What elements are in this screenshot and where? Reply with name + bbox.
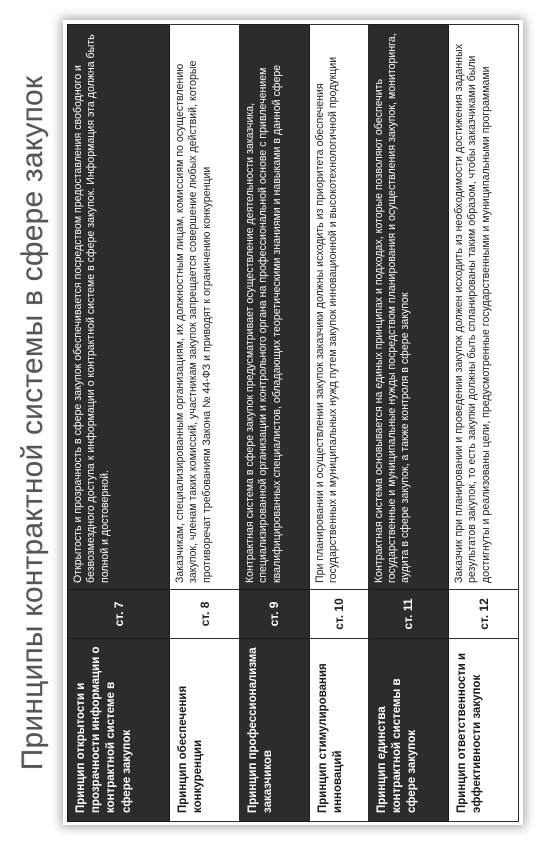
principle-name: Принцип стимулирования инноваций	[309, 639, 368, 822]
principle-description: Заказчикам, специализированным организациям, их должностным лицам, комиссиям по осуществлению закупок, членам таких комиссий, участникам закупок запрещается совершение любых действий, которые противоречат требованиям Закона № 44-ФЗ и приводят к ограничению конкуренции	[170, 25, 240, 590]
article-ref: ст. 8	[170, 590, 240, 639]
article-ref: ст. 12	[449, 590, 519, 639]
principle-name: Принцип единства контрактной системы в сфере закупок	[368, 639, 448, 822]
principle-name: Принцип ответственности и эффективности закупок	[449, 639, 519, 822]
principle-name: Принцип профессионализма заказчиков	[239, 639, 309, 822]
principle-description: Заказчик при планировании и проведении закупок должен исходить из необходимости достижения заданных результатов закупок, то есть закупки должны быть спланированы таким образом, чтобы заказчиками были достигнуты и реализованы цели, предусмотренные государственными и муниципальными программами	[449, 25, 519, 590]
principle-description: Контрактная система основывается на единых принципах и подходах, которые позволяют обеспечить государственные и муниципальные нужды посредством планирования и осуществления закупок, мониторинга, аудита в сфере закупок, а также контроля в сфере закупок	[368, 25, 448, 590]
table-row	[309, 25, 368, 822]
table-row	[239, 25, 309, 822]
principles-table-wrapper	[67, 24, 519, 822]
table-row	[170, 25, 240, 822]
article-ref: ст. 10	[309, 590, 368, 639]
page-title: Принципы контрактной системы в сфере закупок	[16, 75, 49, 771]
principle-name: Принцип открытости и прозрачности информации о контрактной системе в сфере закупок	[68, 639, 170, 822]
table-row	[368, 25, 448, 822]
principles-table-body	[68, 25, 519, 822]
principle-name: Принцип обеспечения конкуренции	[170, 639, 240, 822]
article-ref: ст. 11	[368, 590, 448, 639]
table-row	[68, 25, 170, 822]
principle-description: Открытость и прозрачность в сфере закупок обеспечивается посредством предоставления свободного и безвозмездного доступа к информации о контрактной системе в сфере закупок. Информация эта должна быть полной и достоверной.	[68, 25, 170, 590]
principle-description: При планировании и осуществлении закупок заказчики должны исходить из приоритета обеспечения государственных и муниципальных нужд путем закупок инновационной и высокотехнологичной продукции	[309, 25, 368, 590]
article-ref: ст. 9	[239, 590, 309, 639]
table-row	[449, 25, 519, 822]
principle-description: Контрактная система в сфере закупок предусматривает осуществление деятельности заказчика, специализированной организации и контрольного органа на профессиональной основе с привлечением квалифицированных специалистов, обладающих теоретическими знаниями и навыками в данной сфере	[239, 25, 309, 590]
article-ref: ст. 7	[68, 590, 170, 639]
principles-table	[67, 24, 519, 822]
